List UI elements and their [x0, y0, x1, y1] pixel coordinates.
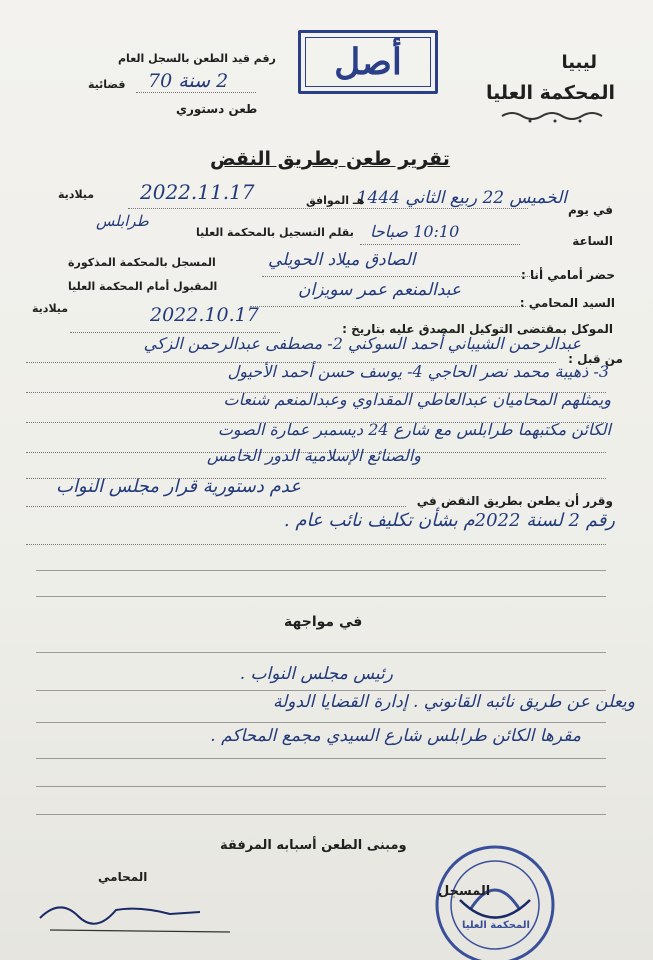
- stamp-word: أصل: [334, 41, 402, 83]
- facing-line-0: [36, 652, 606, 653]
- case-number-printed: قضائية: [88, 78, 126, 91]
- day-value: الخميس 22 ربيع الثاني 1444: [356, 188, 567, 208]
- clients-line-3: ويمثلهم المحاميان عبدالعاطي المقداوي وعبدالمنعم شنعات: [223, 390, 611, 409]
- clients-line-2: 3- ذهيبة محمد نصر الحاجي 4- يوسف حسن أحمد الأحيول: [227, 362, 609, 381]
- blank-line-2: [36, 596, 606, 597]
- poa-label: الموكل بمقتضى التوكيل المصدق عليه بتاريخ :: [342, 322, 613, 336]
- appeal-rule-1: [26, 506, 406, 507]
- basis-text: ومبنى الطعن أسبابه المرفقة: [220, 838, 407, 853]
- miladi-label-2: ميلادية: [32, 302, 69, 315]
- poa-rule: [70, 332, 280, 333]
- facing-heading: في مواجهة: [284, 614, 363, 630]
- facing-rule-2: [36, 722, 606, 723]
- page-title: تقرير طعن بطريق النقض: [210, 148, 450, 170]
- blank-line-1: [36, 570, 606, 571]
- poa-date: 2022.10.17: [150, 304, 259, 326]
- registrar-name: الصادق ميلاد الحويلي: [268, 250, 416, 270]
- hour-label: الساعة: [572, 234, 613, 248]
- accepted-label: المقبول أمام المحكمة العليا: [68, 280, 218, 293]
- registration-label: رقم قيد الطعن بالسجل العام: [118, 52, 276, 65]
- lawyer-rule: [250, 306, 526, 307]
- before-me-label: حضر أمامي أنا :: [520, 268, 615, 282]
- clients-line-4: الكائن مكتبهما طرابلس مع شارع 24 ديسمبر عمارة الصوت: [217, 420, 611, 439]
- court-seal: [430, 840, 560, 960]
- registrar-sign-label: المسجل: [438, 884, 491, 899]
- case-number-rule: [136, 92, 256, 93]
- registry-label: بقلم التسجيل بالمحكمة العليا: [196, 226, 354, 239]
- original-stamp: [298, 30, 438, 94]
- facing-line-1: رئيس مجلس النواب .: [239, 664, 393, 684]
- registrar-suffix: المسجل بالمحكمة المذكورة: [68, 256, 216, 269]
- hour-value: 10:10 صباحا: [370, 222, 460, 241]
- case-number-hand: 2 سنة 70: [148, 70, 229, 92]
- clients-line-1: عبدالرحمن الشيباني أحمد السوكني 2- مصطفى عبدالرحمن الزكي: [143, 334, 581, 353]
- corresponding-label: هـ الموافق: [306, 194, 365, 207]
- blank-line-3: [36, 786, 606, 787]
- appeal-label: وقرر أن يطعن بطريق النقض في: [416, 494, 613, 508]
- miladi-label: ميلادية: [58, 188, 95, 201]
- lawyer-label: السيد المحامي :: [519, 296, 615, 310]
- appeal-rule-2: [26, 544, 606, 545]
- day-rule: [128, 208, 528, 209]
- registrar-rule: [262, 276, 538, 277]
- city-value: طرابلس: [96, 212, 149, 230]
- lawyer-name: عبدالمنعم عمر سويزان: [298, 280, 462, 300]
- lawyer-sign-label: المحامي: [98, 870, 148, 884]
- clients-line-5: والصنائع الإسلامية الدور الخامس: [206, 446, 421, 465]
- on-behalf-label: من قبل :: [568, 352, 623, 366]
- hour-rule: [360, 244, 520, 245]
- facing-line-2: ويعلن عن طريق نائبه القانوني . إدارة القضايا الدولة: [272, 692, 635, 712]
- court-name: المحكمة العليا: [485, 82, 615, 104]
- seal-text: المحكمة العليا: [462, 920, 530, 931]
- country-name: ليبيا: [561, 52, 597, 73]
- appeal-line-1: عدم دستورية قرار مجلس النواب: [56, 476, 301, 497]
- facing-line-3: مقرها الكائن طرابلس شارع السيدي مجمع المحاكم .: [210, 726, 581, 746]
- lawyer-signature: [30, 888, 230, 938]
- blank-line-4: [36, 814, 606, 815]
- appeal-line-2: رقم 2 لسنة 2022م بشأن تكليف نائب عام .: [283, 510, 615, 531]
- day-label: في يوم: [568, 203, 613, 217]
- facing-rule-1: [36, 690, 606, 691]
- gregorian-date: 2022.11.17: [140, 180, 255, 204]
- facing-rule-3: [36, 758, 606, 759]
- case-type: طعن دستوري: [176, 102, 258, 116]
- court-underline-ornament: [500, 108, 610, 124]
